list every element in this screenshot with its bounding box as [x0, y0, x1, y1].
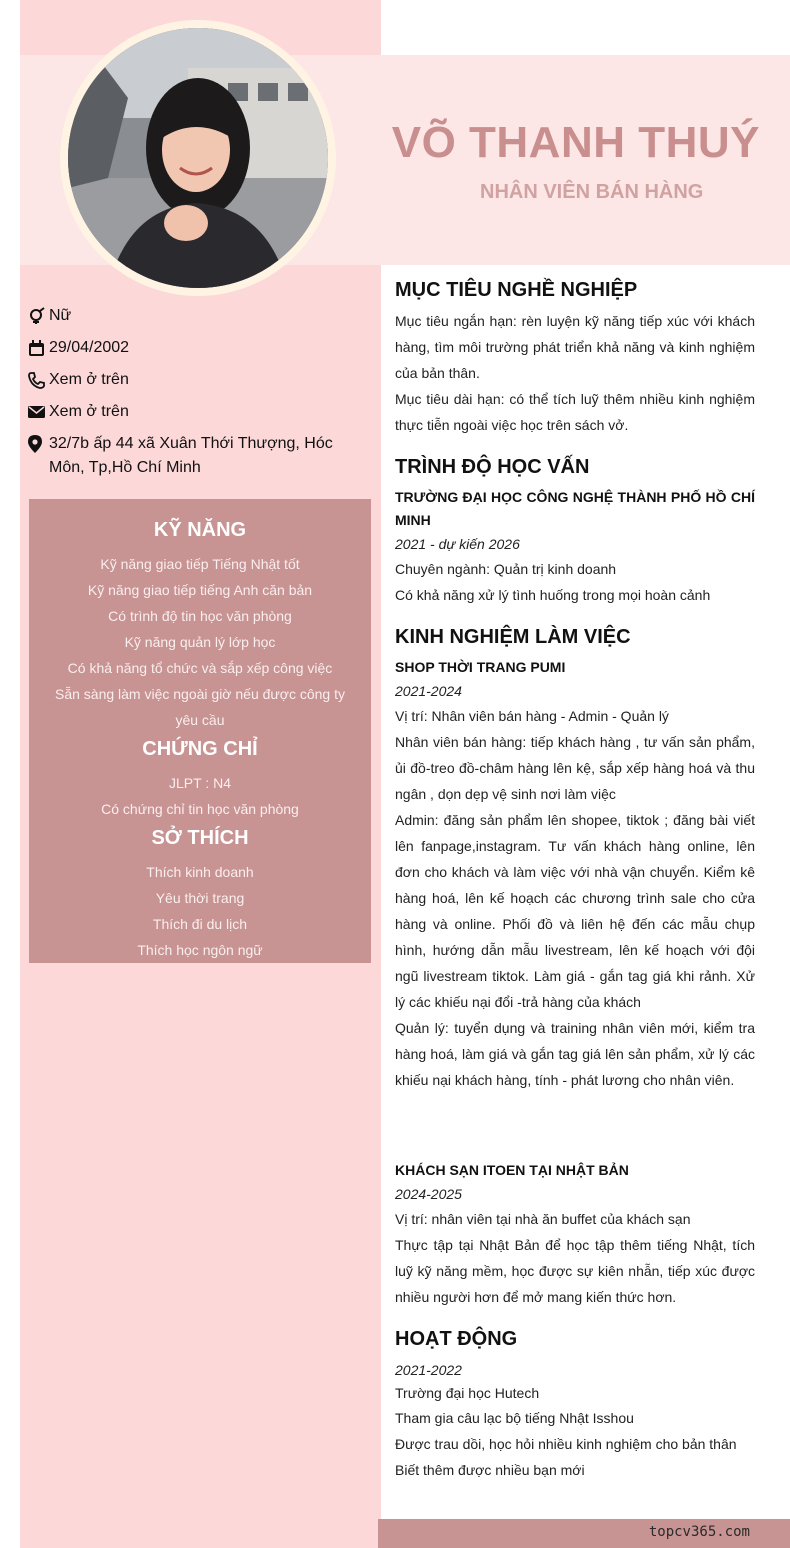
objective-short-term: Mục tiêu ngắn hạn: rèn luyện kỹ năng tiếp xúc với khách hàng, tìm môi trường phát triển khả năng và kinh nghiệm của bản thân. — [395, 313, 755, 381]
job-description: Thực tập tại Nhật Bản để học tập thêm tiếng Nhật, tích luỹ kỹ năng mềm, học được sự kiên nhẫn, tiếp xúc được nhiều người hơn để mở mang kiến thức hơn. — [395, 1237, 755, 1305]
contact-birthday-text: 29/04/2002 — [49, 339, 130, 356]
activity-item: Biết thêm được nhiều bạn mới — [395, 1462, 585, 1478]
hobby-item: Yêu thời trang — [155, 890, 245, 906]
skill-item: Có khả năng tổ chức và sắp xếp công việc — [67, 660, 333, 676]
contact-address-text: 32/7b ấp 44 xã Xuân Thới Thượng, Hóc Môn, Tp,Hồ Chí Minh — [49, 435, 333, 476]
job-company: KHÁCH SẠN ITOEN TẠI NHẬT BẢN — [395, 1162, 629, 1178]
avatar — [68, 28, 328, 288]
activities-title: HOẠT ĐỘNG — [395, 1328, 518, 1350]
contact-birthday — [28, 336, 369, 360]
job-description: Admin: đăng sản phẩm lên shopee, tiktok ; đăng bài viết lên fanpage,instagram. Tư vấn khách hàng online, lên đơn cho khách và làm việc với nhà vận chuyển. Kiểm kê hàng hoá, lên kế hoạch các chương trình sale cho cửa hàng và online. Phối đồ và liên hệ đến các mẫu chụp hình, hướng dẫn mẫu livestream, lên kế hoạch với đội ngũ livestream tiktok. Làm giá - gắn tag giá khi rảnh. Xử lý các khiếu nại đổi -trả hàng của khách — [395, 812, 755, 1010]
education-title: TRÌNH ĐỘ HỌC VẤN — [395, 456, 590, 478]
calendar-icon — [28, 336, 49, 360]
candidate-name: VÕ THANH THUÝ — [391, 118, 760, 167]
education-major: Chuyên ngành: Quản trị kinh doanh — [395, 561, 617, 577]
footer-watermark: topcv365.com — [648, 1524, 750, 1540]
job-description: Nhân viên bán hàng: tiếp khách hàng , tư vấn sản phẩm, ủi đồ-treo đồ-châm hàng lên kệ, sắp xếp hàng hoá và thu ngân , dọn dẹp vệ sinh nơi làm việc — [395, 734, 755, 802]
job-title: NHÂN VIÊN BÁN HÀNG — [480, 181, 704, 203]
skill-item: Kỹ năng quản lý lớp học — [124, 634, 276, 650]
contact-gender-text: Nữ — [49, 307, 72, 324]
education-period: 2021 - dự kiến 2026 — [395, 536, 520, 552]
job-description: Quản lý: tuyển dụng và training nhân viên mới, kiểm tra hàng hoá, làm giá và gắn tag giá lên sản phẩm, xử lý các khiếu nại khách hàng, tính - phát lương cho nhân viên. — [395, 1020, 755, 1088]
contact-email — [28, 400, 369, 424]
hobby-item: Thích học ngôn ngữ — [137, 942, 263, 958]
contact-email-text: Xem ở trên — [49, 403, 129, 420]
job-period: 2021-2024 — [395, 683, 462, 699]
hobby-item: Thích kinh doanh — [146, 864, 254, 880]
objective-title: MỤC TIÊU NGHỀ NGHIỆP — [395, 279, 638, 301]
hobby-item: Thích đi du lịch — [152, 916, 248, 932]
certificates-title: CHỨNG CHỈ — [142, 738, 258, 760]
certificate-item: JLPT : N4 — [169, 775, 231, 791]
job-period: 2024-2025 — [395, 1186, 462, 1202]
activities-period: 2021-2022 — [395, 1362, 462, 1378]
job-company: SHOP THỜI TRANG PUMI — [395, 659, 566, 675]
location-icon — [28, 432, 49, 456]
activity-item: Tham gia câu lạc bộ tiếng Nhật Isshou — [395, 1410, 634, 1426]
gender-icon — [28, 304, 49, 328]
skill-item: Sẵn sàng làm việc ngoài giờ nếu được công ty yêu cầu — [54, 686, 345, 728]
skills-panel — [29, 499, 371, 963]
job-position: Vị trí: Nhân viên bán hàng - Admin - Quản lý — [395, 708, 669, 724]
job-position: Vị trí: nhân viên tại nhà ăn buffet của khách sạn — [395, 1211, 691, 1227]
objective-long-term: Mục tiêu dài hạn: có thể tích luỹ thêm nhiều kinh nghiệm thực tiễn ngoài việc học trên sách vở. — [395, 391, 755, 433]
contact-gender — [28, 304, 369, 328]
skill-item: Có trình độ tin học văn phòng — [108, 608, 292, 624]
footer-bar — [378, 1519, 790, 1548]
education-school: TRƯỜNG ĐẠI HỌC CÔNG NGHỆ THÀNH PHỐ HỒ CHÍ MINH — [395, 489, 755, 528]
activity-item: Được trau dồi, học hỏi nhiều kinh nghiệm cho bản thân — [395, 1436, 737, 1452]
experience-title: KINH NGHIỆM LÀM VIỆC — [395, 626, 631, 648]
contact-phone — [28, 368, 369, 392]
contact-phone-text: Xem ở trên — [49, 371, 129, 388]
skill-item: Kỹ năng giao tiếp tiếng Anh căn bản — [87, 582, 313, 598]
skills-title: KỸ NĂNG — [153, 519, 247, 541]
skill-item: Kỹ năng giao tiếp Tiếng Nhật tốt — [100, 556, 300, 572]
hobbies-title: SỞ THÍCH — [151, 827, 249, 849]
education-note: Có khả năng xử lý tình huống trong mọi hoàn cảnh — [395, 587, 711, 603]
phone-icon — [28, 368, 49, 392]
contact-address — [28, 432, 369, 480]
certificate-item: Có chứng chỉ tin học văn phòng — [101, 801, 299, 817]
activity-item: Trường đại học Hutech — [395, 1385, 540, 1401]
email-icon — [28, 400, 49, 424]
